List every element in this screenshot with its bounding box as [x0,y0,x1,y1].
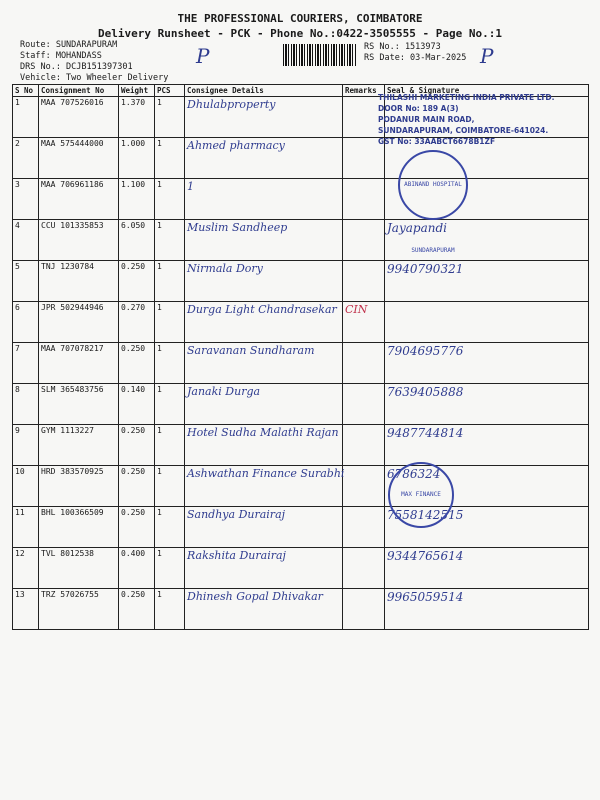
row-weight: 0.140 [119,384,155,425]
handwritten-consignee: Muslim Sandheep [187,221,288,234]
row-weight: 0.250 [119,466,155,507]
row-signature [385,548,589,589]
handwritten-consignee: Ashwathan Finance Surabhi [187,467,345,480]
row-consignment: CCU 101335853 [39,220,119,261]
handwritten-sign: 9487744814 [387,426,464,440]
row-consignee [185,589,343,630]
row-consignment: JPR 502944946 [39,302,119,343]
row-consignment: MAA 707078217 [39,343,119,384]
row-weight: 1.370 [119,97,155,138]
handwritten-consignee: Ahmed pharmacy [187,139,285,152]
hospital-seal: ABINAND HOSPITAL SUNDARAPURAM [398,150,468,220]
row-consignee [185,138,343,179]
row-consignee [185,179,343,220]
row-remarks [343,179,385,220]
row-pcs: 1 [155,466,185,507]
row-sno: 7 [13,343,39,384]
handwritten-consignee: Janaki Durga [187,385,261,398]
rs-date: RS Date: 03-Mar-2025 [364,53,467,63]
vehicle: Vehicle: Two Wheeler Delivery [20,73,169,83]
row-pcs: 1 [155,302,185,343]
row-consignee [185,548,343,589]
row-consignment: BHL 100366509 [39,507,119,548]
table-row [13,589,589,630]
row-consignee [185,261,343,302]
row-weight: 0.250 [119,343,155,384]
row-pcs: 1 [155,343,185,384]
row-remarks [343,589,385,630]
row-signature [385,384,589,425]
row-remarks [343,384,385,425]
handwritten-sign: 7558142515 [387,508,464,522]
runsheet-table [12,84,589,630]
barcode-icon [283,44,357,66]
row-weight: 0.250 [119,425,155,466]
table-row [13,261,589,302]
handwritten-consignee: Durga Light Chandrasekar [187,303,337,316]
row-consignment: TRZ 57026755 [39,589,119,630]
row-consignee [185,425,343,466]
row-weight: 1.000 [119,138,155,179]
row-sno: 4 [13,220,39,261]
table-row [13,343,589,384]
row-pcs: 1 [155,384,185,425]
row-sno: 1 [13,97,39,138]
row-consignment: TVL 8012538 [39,548,119,589]
row-pcs: 1 [155,97,185,138]
table-row [13,548,589,589]
handwritten-consignee: Nirmala Dory [187,262,263,275]
col-consignment: Consignment No [39,85,119,97]
row-consignment: MAA 706961186 [39,179,119,220]
col-seal-signature: Seal & Signature [385,85,589,97]
row-consignee [185,466,343,507]
row-consignment: HRD 383570925 [39,466,119,507]
handwritten-sign: Jayapandi [387,221,447,235]
handwritten-remark: CIN [345,303,368,316]
row-remarks [343,343,385,384]
row-sno: 3 [13,179,39,220]
row-consignee [185,507,343,548]
handwritten-consignee: Hotel Sudha Malathi Rajan [187,426,339,439]
row-remarks [343,466,385,507]
row-sno: 12 [13,548,39,589]
drs-number: DRS No.: DCJB151397301 [20,62,133,72]
handwritten-consignee: Dhinesh Gopal Dhivakar [187,590,323,603]
rs-number: RS No.: 1513973 [364,42,441,52]
row-consignee [185,343,343,384]
company-stamp: THILASHI MARKETING INDIA PRIVATE LTD. DOOR No: 189 A(3) PODANUR MAIN ROAD, SUNDARAPURAM, COIMBATORE-641024. GST No: 33AABCT6678B1ZF [378,93,555,146]
row-sno: 5 [13,261,39,302]
row-sno: 9 [13,425,39,466]
row-pcs: 1 [155,425,185,466]
row-weight: 6.050 [119,220,155,261]
handwritten-sign: 6786324 [387,467,441,481]
row-weight: 0.270 [119,302,155,343]
col-sno: S No [13,85,39,97]
row-signature [385,425,589,466]
row-remarks [343,425,385,466]
row-remarks [343,507,385,548]
row-pcs: 1 [155,548,185,589]
row-signature [385,302,589,343]
row-pcs: 1 [155,261,185,302]
handwritten-sign: 7904695776 [387,344,464,358]
row-sno: 11 [13,507,39,548]
row-consignment: TNJ 1230784 [39,261,119,302]
row-sno: 2 [13,138,39,179]
handwritten-mark-left: P [196,44,210,68]
company-title: THE PROFESSIONAL COURIERS, COIMBATORE [177,12,423,25]
row-remarks [343,302,385,343]
table-row [13,466,589,507]
row-sno: 8 [13,384,39,425]
handwritten-consignee: Saravanan Sundharam [187,344,315,357]
row-remarks [343,220,385,261]
row-consignee [185,384,343,425]
col-weight: Weight [119,85,155,97]
row-pcs: 1 [155,589,185,630]
handwritten-consignee: Rakshita Durairaj [187,549,286,562]
row-pcs: 1 [155,507,185,548]
row-weight: 0.250 [119,589,155,630]
table-row [13,302,589,343]
row-pcs: 1 [155,179,185,220]
row-consignment: GYM 1113227 [39,425,119,466]
row-consignee [185,302,343,343]
row-sno: 10 [13,466,39,507]
row-weight: 0.250 [119,507,155,548]
staff: Staff: MOHANDASS [20,51,102,61]
row-remarks [343,548,385,589]
col-pcs: PCS [155,85,185,97]
handwritten-sign: 9965059514 [387,590,464,604]
finance-seal: MAX FINANCE [388,462,454,528]
row-weight: 0.250 [119,261,155,302]
handwritten-consignee: Sandhya Durairaj [187,508,286,521]
col-remarks: Remarks [343,85,385,97]
table-row [13,507,589,548]
runsheet-title: Delivery Runsheet - PCK - Phone No.:0422-3505555 - Page No.:1 [98,27,502,40]
row-consignment: MAA 575444000 [39,138,119,179]
row-remarks [343,261,385,302]
col-consignee: Consignee Details [185,85,343,97]
table-row [13,384,589,425]
handwritten-consignee: 1 [187,180,194,193]
row-consignee [185,220,343,261]
handwritten-sign: 7639405888 [387,385,464,399]
handwritten-consignee: Dhulabproperty [187,98,276,111]
route: Route: SUNDARAPURAM [20,40,118,50]
row-pcs: 1 [155,220,185,261]
handwritten-sign: 9940790321 [387,262,464,276]
row-sno: 13 [13,589,39,630]
handwritten-mark-right: P [480,44,494,68]
table-row [13,179,589,220]
row-consignment: MAA 707526016 [39,97,119,138]
row-pcs: 1 [155,138,185,179]
row-signature [385,589,589,630]
row-signature [385,343,589,384]
handwritten-sign: 9344765614 [387,549,464,563]
row-weight: 0.400 [119,548,155,589]
table-row [13,425,589,466]
row-weight: 1.100 [119,179,155,220]
row-consignment: SLM 365483756 [39,384,119,425]
table-row [13,220,589,261]
row-consignee [185,97,343,138]
row-sno: 6 [13,302,39,343]
